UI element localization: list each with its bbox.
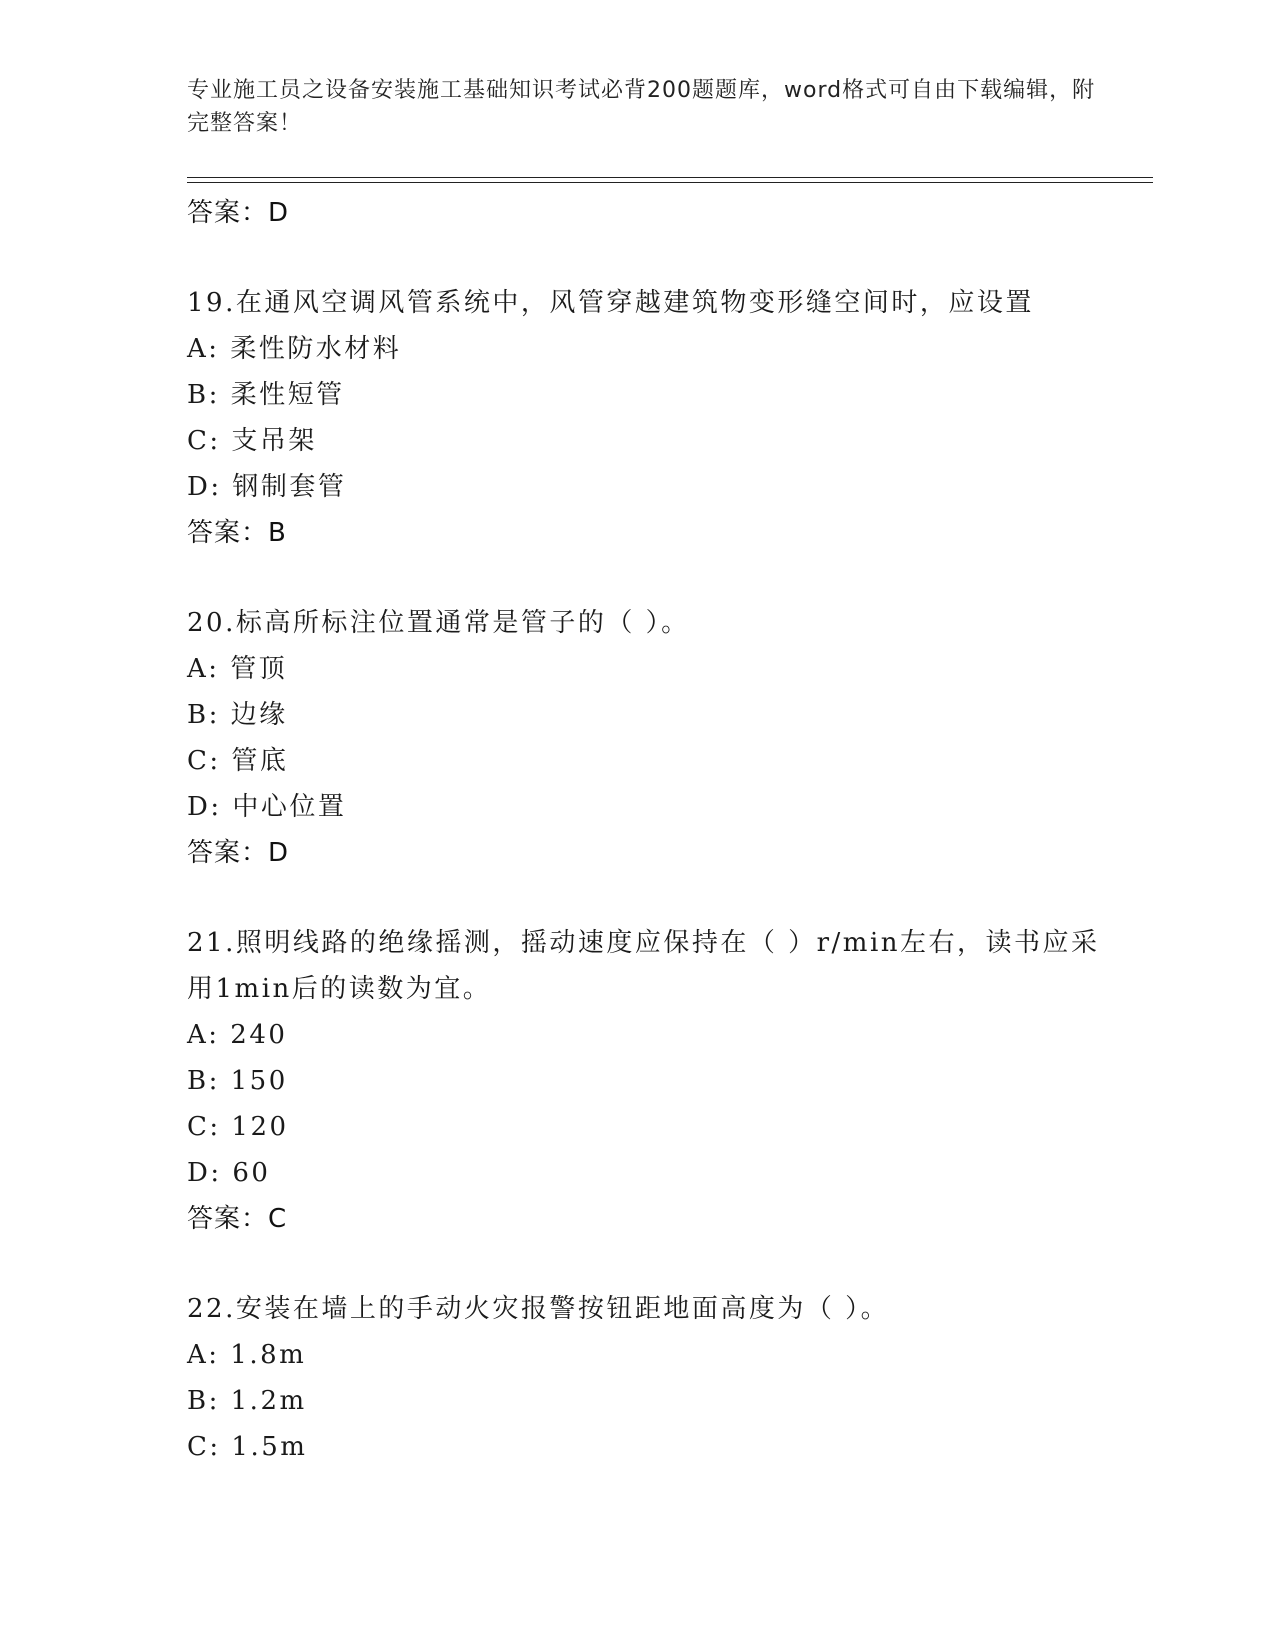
page-header: 专业施工员之设备安装施工基础知识考试必背200题题库，word格式可自由下载编辑，附完整答案！: [187, 78, 1096, 136]
answer-line: 答案：C: [187, 1204, 288, 1234]
question-stem: 20.标高所标注位置通常是管子的（ ）。: [187, 608, 690, 638]
option-a: A: 1.8m: [187, 1340, 307, 1370]
option-b: B: 柔性短管: [187, 380, 345, 410]
question-stem: 22.安装在墙上的手动火灾报警按钮距地面高度为（ ）。: [187, 1294, 890, 1324]
option-a: A: 管顶: [187, 654, 288, 684]
question-stem: 19.在通风空调风管系统中，风管穿越建筑物变形缝空间时，应设置: [187, 288, 1034, 318]
option-a: A: 柔性防水材料: [187, 334, 402, 364]
option-c: C: 1.5m: [187, 1432, 308, 1462]
option-b: B: 1.2m: [187, 1386, 307, 1416]
question-21: [187, 920, 1117, 1242]
question-20: [187, 600, 1117, 876]
answer-line: 答案：D: [187, 198, 290, 228]
question-19: [187, 280, 1117, 556]
answer-line: 答案：D: [187, 838, 290, 868]
option-d: D: 钢制套管: [187, 472, 347, 502]
option-c: C: 支吊架: [187, 426, 317, 456]
option-a: A: 240: [187, 1020, 288, 1050]
question-content: [187, 190, 1117, 1470]
option-c: C: 管底: [187, 746, 289, 776]
question-22: [187, 1286, 1117, 1470]
header-divider-bottom: [187, 182, 1153, 183]
option-d: D: 60: [187, 1158, 271, 1188]
option-b: B: 边缘: [187, 700, 288, 730]
header-divider-top: [187, 177, 1153, 178]
question-stem: 21.照明线路的绝缘摇测，摇动速度应保持在（ ）r/min左右，读书应采用1min后的读数为宜。: [187, 928, 1100, 1004]
option-c: C: 120: [187, 1112, 289, 1142]
option-d: D: 中心位置: [187, 792, 347, 822]
option-b: B: 150: [187, 1066, 288, 1096]
answer-line: 答案：B: [187, 518, 287, 548]
